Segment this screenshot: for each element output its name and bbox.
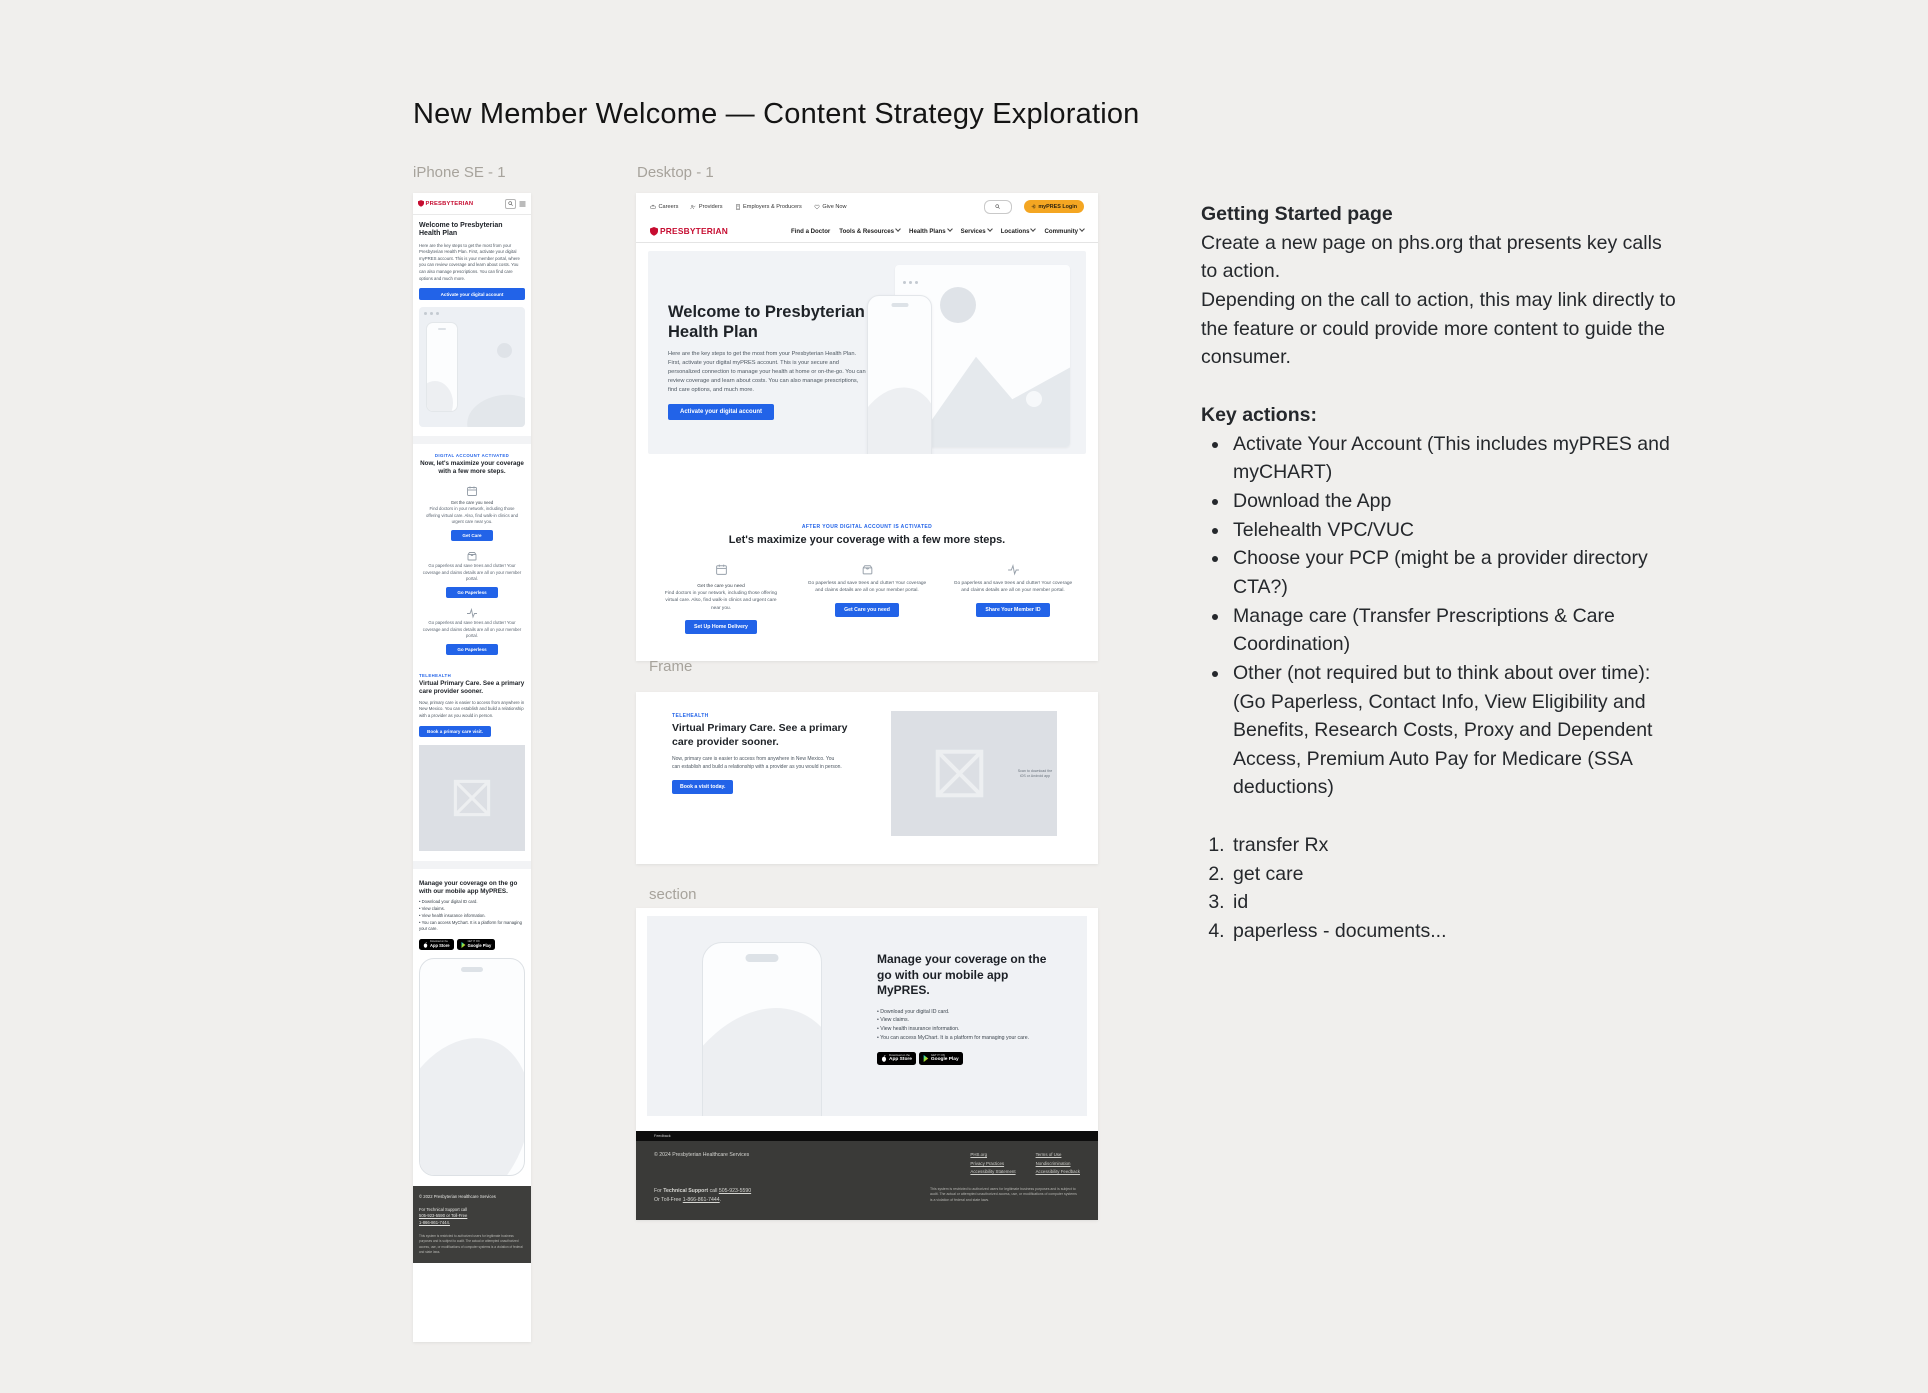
app-bullet-list	[419, 899, 525, 933]
blob-shape	[464, 391, 525, 428]
support-phone-link[interactable]: 505-923-5590 or Toll-Free	[419, 1213, 468, 1219]
browser-dots	[903, 271, 921, 289]
activity-icon	[466, 607, 478, 619]
telehealth-copy	[672, 713, 857, 794]
badge-text: Google Play	[467, 942, 492, 948]
presbyterian-logo[interactable]	[418, 200, 473, 207]
steps-heading: Now, let's maximize your coverage with a few more steps.	[420, 460, 524, 476]
feedback-label: Feedback	[654, 1134, 671, 1138]
utility-give-now[interactable]	[814, 204, 847, 210]
utility-careers[interactable]	[650, 204, 678, 210]
telehealth-heading: Virtual Primary Care. See a primary care provider sooner.	[672, 722, 848, 748]
app-heading: Manage your coverage on the go with our mobile app MyPRES.	[419, 879, 518, 895]
steps-columns	[636, 561, 1098, 634]
logo-text: PRESBYTERIAN	[425, 200, 474, 207]
iphone-steps-section	[413, 444, 531, 663]
nav-label: Community	[1044, 228, 1078, 235]
telehealth-body: Now, primary care is easier to access from anywhere in New Mexico. You can establish and build a relationship with a provider as you would in person.	[419, 699, 525, 719]
spacer	[1201, 802, 1681, 831]
footer-top-row	[654, 1152, 1080, 1174]
step-title: Get the care you need	[450, 500, 494, 506]
hero-body: Here are the key steps to get the most from your Presbyterian Health Plan. First, activate your digital myPRES account. This is your secure and personalized connection to manage your health at home or on-the-go. You can review coverage and learn about costs. You can also manage prescriptions, find care options, and much more.	[668, 350, 866, 394]
iphone-hero-section	[413, 215, 531, 436]
building-icon	[735, 204, 741, 210]
shield-logo-icon	[418, 200, 424, 207]
footer-link-column	[1036, 1152, 1080, 1174]
key-action-item: • Other (not required but to think about over time): (Go Paperless, Contact Info, View Eligibility and Benefits, Research Costs, Proxy and Dependent Access, Premium Auto Pay for Medicare (SSA deductions)	[1230, 659, 1681, 802]
phone-notch	[746, 954, 779, 962]
hero-heading: Welcome to Presbyterian Health Plan	[419, 222, 503, 238]
section-divider	[413, 436, 531, 444]
badge-small-text: Download on the	[430, 939, 448, 943]
step-body: Go paperless and save trees and clutter! Your coverage and claims details are all on your member portal.	[807, 581, 927, 594]
nav-links	[791, 227, 1084, 235]
small-circle-shape	[1026, 391, 1042, 407]
key-action-item: • Choose your PCP (might be a provider directory CTA?)	[1230, 544, 1681, 601]
phone-wave-shape	[426, 381, 453, 412]
get-care-button[interactable]: Get Care	[451, 530, 492, 541]
scan-caption: Scan to download the iOS or Android app	[1017, 768, 1053, 778]
telehealth-eyebrow: TELEHEALTH	[672, 713, 709, 719]
phone-wave-shape	[867, 376, 932, 454]
app-bullet: • You can access MyChart. It is a platform for managing your care.	[419, 920, 525, 933]
step-title: Get the care you need	[697, 584, 745, 589]
nav-services[interactable]	[961, 227, 992, 235]
iphone-footer	[413, 1186, 531, 1263]
step-item	[953, 561, 1073, 634]
numbered-list	[1201, 831, 1681, 946]
image-placeholder	[891, 711, 1057, 836]
package-icon	[466, 550, 478, 562]
search-button[interactable]	[984, 200, 1012, 214]
footer-link[interactable]: PHS.org	[970, 1152, 988, 1157]
key-action-item: • Telehealth VPC/VUC	[1230, 516, 1681, 545]
phone-wave-shape	[702, 979, 822, 1116]
numbered-item: 3. id	[1230, 888, 1681, 917]
book-visit-button[interactable]: Book a primary care visit.	[419, 726, 491, 737]
badge-text: App Store	[889, 1057, 912, 1063]
phone-mockup	[426, 322, 458, 412]
nav-tools-resources[interactable]	[839, 227, 900, 235]
iphone-header	[413, 193, 531, 215]
support-phone-link[interactable]: 1-866-861-7444.	[419, 1219, 450, 1225]
hero-copy	[668, 303, 880, 420]
nav-label: Locations	[1000, 228, 1030, 235]
go-paperless-button[interactable]: Go Paperless	[446, 587, 497, 598]
desktop-steps-section	[636, 524, 1098, 634]
app-panel	[647, 916, 1087, 1116]
footer-copyright: © 2024 Presbyterian Healthcare Services	[654, 1152, 750, 1158]
nav-label: Find a Doctor	[791, 227, 831, 235]
step-item	[419, 550, 525, 598]
share-member-id-button[interactable]: Share Your Member ID	[976, 603, 1049, 617]
provider-check-icon	[690, 204, 696, 210]
app-bullet: • View claims.	[419, 906, 525, 913]
go-paperless-button[interactable]: Go Paperless	[446, 644, 497, 655]
footer-legal: This system is restricted to authorized users for legitimate business purposes and is subject to audit. The actual or attempted unauthorized access, use, or modifications of computer systems is a violation of federal and state laws.	[930, 1187, 1077, 1202]
book-visit-button[interactable]: Book a visit today.	[672, 780, 733, 794]
placeholder-x-icon	[451, 777, 493, 819]
support-text: For	[654, 1188, 662, 1194]
utility-label: Careers	[658, 203, 679, 210]
footer-support: For Technical Support call 505-923-5590 Or Toll-Free 1-866-861-7444.	[654, 1188, 752, 1203]
frame2-label[interactable]: Frame	[649, 658, 693, 675]
key-actions-list	[1201, 430, 1681, 803]
iphone-frame	[413, 193, 531, 1342]
chevron-down-icon	[1031, 226, 1037, 232]
desktop-hero-section	[648, 251, 1086, 454]
utility-label: Employers & Producers	[743, 203, 802, 210]
iphone-header-actions	[505, 199, 526, 209]
phone-notch	[461, 967, 483, 972]
support-text: call	[709, 1188, 718, 1194]
notes-heading: Getting Started page	[1201, 203, 1393, 225]
main-nav	[636, 220, 1098, 243]
desktop-footer	[636, 1141, 1098, 1220]
footer-copyright: © 2022 Presbyterian Healthcare Services	[419, 1194, 496, 1200]
key-action-item: • Manage care (Transfer Prescriptions & Care Coordination)	[1230, 602, 1681, 659]
numbered-item: 1. transfer Rx	[1230, 831, 1681, 860]
get-care-button[interactable]: Get Care you need	[835, 603, 899, 617]
nav-find-a-doctor[interactable]	[791, 228, 830, 235]
iphone-telehealth-section	[413, 663, 531, 861]
annotation-notes	[1201, 200, 1681, 946]
image-placeholder	[419, 745, 525, 851]
nav-locations[interactable]	[1001, 227, 1036, 235]
apple-icon	[423, 942, 428, 948]
login-label: myPRES Login	[1038, 203, 1077, 210]
hero-body: Here are the key steps to get the most from your Presbyterian Health Plan. First, activate your digital myPRES account. This is your member portal, where you can review coverage and learn about costs. You can also manage prescriptions. You can find care options and much more.	[419, 242, 520, 281]
step-item	[419, 485, 525, 541]
app-store-badge[interactable]	[877, 1052, 916, 1065]
badge-text: Google Play	[930, 1057, 959, 1063]
badge-small-text: GET IT ON	[930, 1053, 945, 1058]
footer-link[interactable]: Accessibility Statement	[970, 1169, 1016, 1174]
badge-small-text: Download on the	[889, 1053, 910, 1058]
app-bullet: • View health insurance information.	[419, 913, 525, 920]
nav-community[interactable]	[1044, 227, 1084, 235]
iphone-app-section	[413, 869, 531, 1186]
footer-links	[970, 1152, 1080, 1174]
placeholder-x-icon	[932, 746, 987, 801]
presbyterian-logo[interactable]	[650, 226, 728, 236]
step-item	[807, 561, 927, 634]
utility-label: Give Now	[822, 203, 847, 210]
support-bold-text: Technical Support	[663, 1188, 709, 1194]
app-bullet: • View health insurance information.	[877, 1025, 1062, 1034]
app-store-badge[interactable]	[419, 939, 454, 950]
hero-illustration	[419, 307, 525, 427]
shield-logo-icon	[650, 227, 658, 236]
chevron-down-icon	[1079, 226, 1085, 232]
search-icon	[508, 201, 513, 206]
search-button[interactable]	[505, 199, 516, 209]
footer-link[interactable]: Privacy Practices	[970, 1160, 1005, 1166]
notes-paragraph: Depending on the call to action, this may link directly to the feature or could provide more content to guide the consumer.	[1201, 288, 1676, 369]
calendar-icon	[715, 563, 728, 576]
nav-label: Tools & Resources	[839, 228, 895, 235]
store-badges	[419, 939, 525, 950]
nav-health-plans[interactable]	[909, 227, 952, 235]
circle-shape	[940, 287, 976, 323]
step-item	[661, 561, 781, 634]
spacer	[1201, 372, 1681, 401]
utility-providers[interactable]	[690, 204, 722, 210]
activity-icon	[1007, 563, 1020, 576]
utility-label: Providers	[698, 203, 723, 210]
support-phone-link[interactable]: 505-923-5590	[718, 1188, 752, 1194]
activate-account-button[interactable]: Activate your digital account	[668, 404, 774, 420]
telehealth-heading: Virtual Primary Care. See a primary care provider sooner.	[419, 680, 525, 695]
hero-heading: Welcome to Presbyterian Health Plan	[668, 303, 865, 341]
google-play-badge[interactable]	[457, 939, 496, 950]
app-bullet: • You can access MyChart. It is a platform for managing your care.	[877, 1034, 1062, 1043]
notes-paragraph: Create a new page on phs.org that presents key calls to action.	[1201, 231, 1662, 283]
app-bullet-list	[877, 1008, 1062, 1042]
phone-mockup	[867, 295, 932, 454]
app-heading: Manage your coverage on the go with our mobile app MyPRES.	[877, 952, 1047, 998]
footer-legal: This system is restricted to authorized users for legitimate business purposes and is subject to audit. The actual or attempted unauthorized access, use, or modifications of computer systems is a violation of federal and state laws.	[419, 1234, 523, 1254]
steps-eyebrow: DIGITAL ACCOUNT ACTIVATED	[434, 453, 510, 459]
give-heart-icon	[814, 204, 820, 210]
search-icon	[995, 204, 1000, 209]
app-bullet: • Download your digital ID card.	[419, 899, 525, 906]
briefcase-icon	[650, 204, 656, 210]
login-arrow-icon	[1031, 204, 1036, 209]
step-body: Find doctors in your network, including those offering virtual care. Also, find walk-in clinics and urgent care near you.	[664, 591, 778, 611]
step-item	[419, 607, 525, 655]
key-actions-heading: Key actions:	[1201, 403, 1317, 426]
mypres-login-button[interactable]	[1024, 200, 1084, 213]
key-action-item: • Activate Your Account (This includes myPRES and myCHART)	[1230, 430, 1681, 487]
nav-label: Health Plans	[909, 228, 946, 235]
step-body: Find doctors in your network, including those offering virtual care. Also, find walk-in clinics and urgent care near you.	[425, 506, 519, 525]
footer-link[interactable]: Accessibility Feedback	[1035, 1169, 1080, 1174]
steps-eyebrow: AFTER YOUR DIGITAL ACCOUNT IS ACTIVATED	[801, 524, 933, 530]
calendar-icon	[466, 485, 478, 497]
telehealth-body: Now, primary care is easier to access from anywhere in New Mexico. You can establish and build a relationship with a provider as you would in person.	[672, 756, 842, 771]
hamburger-menu-icon[interactable]	[519, 201, 526, 207]
phone-wave-shape	[419, 1017, 525, 1176]
phone-notch	[438, 328, 446, 330]
chevron-down-icon	[987, 226, 993, 232]
section-divider	[413, 861, 531, 869]
step-body: Go paperless and save trees and clutter! Your coverage and claims details are all on your member portal.	[953, 581, 1073, 594]
badge-text: App Store	[430, 942, 450, 948]
feedback-bar[interactable]	[636, 1131, 1098, 1141]
chevron-down-icon	[895, 226, 901, 232]
utility-employers[interactable]	[735, 204, 802, 210]
step-body: Go paperless and save trees and clutter! Your coverage and claims details are all on your member portal.	[422, 620, 522, 639]
footer-link[interactable]: Nondiscrimination	[1035, 1160, 1071, 1166]
footer-link-column	[970, 1152, 1015, 1174]
support-phone-link[interactable]: 1-866-861-7444	[682, 1196, 720, 1203]
mountain-shape	[910, 336, 1070, 447]
telehealth-eyebrow: TELEHEALTH	[419, 673, 452, 679]
footer-link[interactable]: Terms of Use	[1035, 1152, 1062, 1157]
browser-dots	[424, 311, 520, 316]
desktop-frame-label[interactable]: Desktop - 1	[637, 164, 714, 181]
desktop-frame	[636, 193, 1098, 661]
footer-bottom-row	[654, 1187, 1080, 1204]
badge-small-text: GET IT ON	[467, 939, 480, 943]
google-play-badge[interactable]	[919, 1052, 963, 1065]
apple-icon	[881, 1055, 887, 1062]
logo-text: PRESBYTERIAN	[660, 226, 729, 236]
section-frame	[636, 908, 1098, 1220]
utility-nav	[636, 193, 1098, 220]
telehealth-frame	[636, 692, 1098, 864]
activate-account-button[interactable]: Activate your digital account	[419, 288, 525, 300]
iphone-frame-label[interactable]: iPhone SE - 1	[413, 164, 506, 181]
phone-mockup	[702, 942, 822, 1116]
page-title: New Member Welcome — Content Strategy Exploration	[413, 98, 1140, 130]
frame3-label[interactable]: section	[649, 886, 697, 903]
phone-notch	[891, 303, 908, 307]
numbered-item: 2. get care	[1230, 860, 1681, 889]
package-icon	[861, 563, 874, 576]
numbered-item: 4. paperless - documents...	[1230, 917, 1681, 946]
google-play-icon	[923, 1055, 929, 1062]
nav-label: Services	[960, 228, 986, 235]
app-bullet: • View claims.	[877, 1016, 1062, 1025]
chevron-down-icon	[947, 226, 953, 232]
support-text: Or Toll-Free	[654, 1196, 682, 1203]
app-copy	[877, 952, 1062, 1065]
app-bullet: • Download your digital ID card.	[877, 1008, 1062, 1017]
home-delivery-button[interactable]: Set Up Home Delivery	[685, 620, 757, 634]
store-badges	[877, 1052, 1062, 1065]
step-body: Go paperless and save trees and clutter! Your coverage and claims details are all on your member portal.	[422, 563, 522, 582]
google-play-icon	[461, 942, 466, 948]
steps-heading: Let's maximize your coverage with a few more steps.	[728, 534, 1006, 546]
key-action-item: • Download the App	[1230, 487, 1681, 516]
footer-support-intro: For Technical Support call	[419, 1206, 468, 1212]
circle-shape	[497, 343, 512, 358]
phone-mockup-large	[419, 958, 525, 1176]
